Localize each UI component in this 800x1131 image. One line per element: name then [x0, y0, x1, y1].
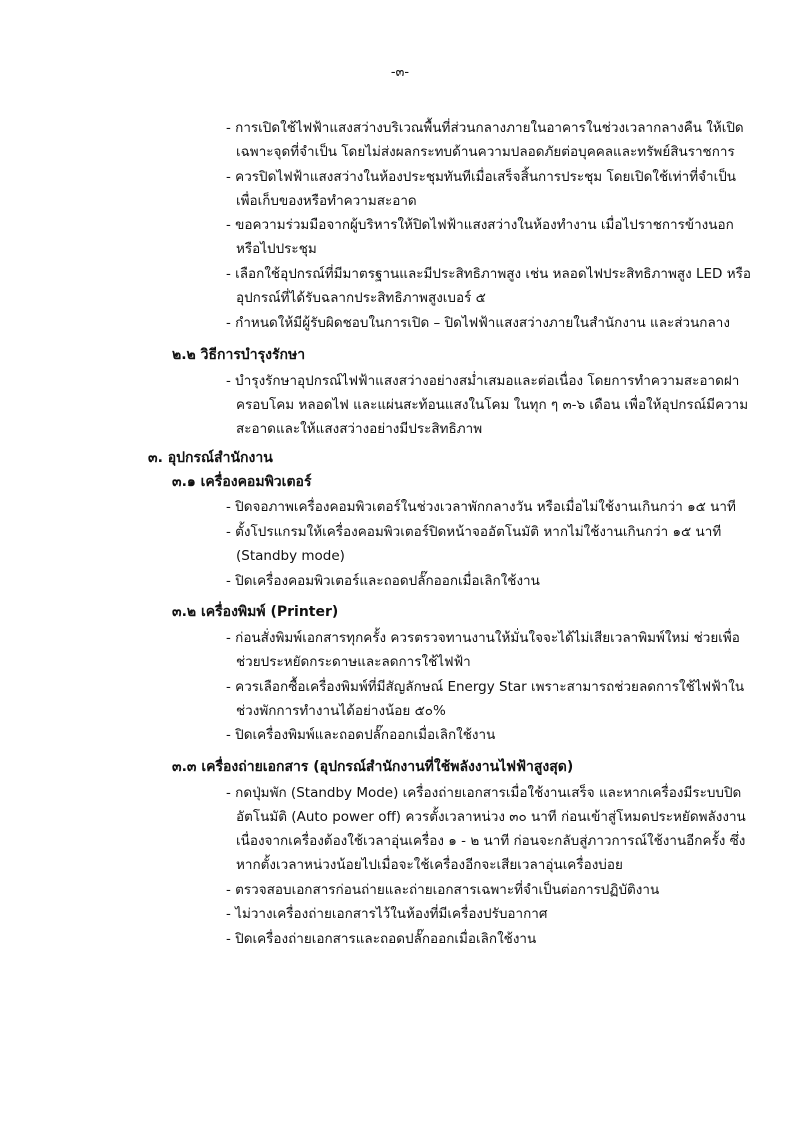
lighting-measure-item: - กำหนดให้มีผู้รับผิดชอบในการเปิด – ปิดไฟฟ้าแสงสว่างภายในสำนักงาน และส่วนกลาง: [226, 315, 730, 331]
printer-item: - ควรเลือกซื้อเครื่องพิมพ์ที่มีสัญลักษณ์ Energy Star เพราะสามารถช่วยลดการใช้ไฟฟ้าในช่วงพักการทำงานได้อย่างน้อย ๕๐%: [226, 679, 745, 719]
computer-item: - ตั้งโปรแกรมให้เครื่องคอมพิวเตอร์ปิดหน้าจออัตโนมัติ หากไม่ใช้งานเกินกว่า ๑๕ นาที (Standby mode): [226, 524, 722, 564]
lighting-measure-item: - ขอความร่วมมือจากผู้บริหารให้ปิดไฟฟ้าแสงสว่างในห้องทำงาน เมื่อไปราชการข้างนอกหรือไปประชุม: [226, 217, 734, 257]
copier-item: - ตรวจสอบเอกสารก่อนถ่ายและถ่ายเอกสารเฉพาะที่จำเป็นต่อการปฏิบัติงาน: [226, 882, 660, 898]
lighting-measure-item: - การเปิดใช้ไฟฟ้าแสงสว่างบริเวณพื้นที่ส่วนกลางภายในอาคารในช่วงเวลากลางคืน ให้เปิดเฉพาะจุดที่จำเป็น โดยไม่ส่งผลกระทบด้านความปลอดภัยต่อบุคคลและทรัพย์สินราชการ: [226, 120, 744, 160]
section-3-2-heading: ๓.๒ เครื่องพิมพ์ (Printer): [172, 604, 339, 620]
section-2-2-heading: ๒.๒ วิธีการบำรุงรักษา: [172, 347, 306, 363]
lighting-measure-item: - เลือกใช้อุปกรณ์ที่มีมาตรฐานและมีประสิทธิภาพสูง เช่น หลอดไฟประสิทธิภาพสูง LED หรืออุปกรณ์ที่ได้รับฉลากประสิทธิภาพสูงเบอร์ ๕: [226, 266, 751, 306]
maintenance-item: - บำรุงรักษาอุปกรณ์ไฟฟ้าแสงสว่างอย่างสม่ำเสมอและต่อเนื่อง โดยการทำความสะอาดฝาครอบโคม หลอดไฟ และแผ่นสะท้อนแสงในโคม ในทุก ๆ ๓-๖ เดือน เพื่อให้อุปกรณ์มีความสะอาดและให้แสงสว่างอย่างมีประสิทธิภาพ: [226, 373, 749, 437]
computer-item: - ปิดจอภาพเครื่องคอมพิวเตอร์ในช่วงเวลาพักกลางวัน หรือเมื่อไม่ใช้งานเกินกว่า ๑๕ นาที: [226, 499, 736, 515]
section-3-1-heading: ๓.๑ เครื่องคอมพิวเตอร์: [172, 474, 312, 490]
computer-item: - ปิดเครื่องคอมพิวเตอร์และถอดปลั๊กออกเมื่อเลิกใช้งาน: [226, 573, 540, 589]
page-number: -๓-: [390, 65, 410, 80]
lighting-measure-item: - ควรปิดไฟฟ้าแสงสว่างในห้องประชุมทันทีเมื่อเสร็จสิ้นการประชุม โดยเปิดใช้เท่าที่จำเป็นเพื่อเก็บของหรือทำความสะอาด: [226, 169, 737, 209]
printer-item: - ปิดเครื่องพิมพ์และถอดปลั๊กออกเมื่อเลิกใช้งาน: [226, 727, 496, 743]
copier-item: - ปิดเครื่องถ่ายเอกสารและถอดปลั๊กออกเมื่อเลิกใช้งาน: [226, 931, 537, 947]
printer-item: - ก่อนสั่งพิมพ์เอกสารทุกครั้ง ควรตรวจทานงานให้มั่นใจจะได้ไม่เสียเวลาพิมพ์ใหม่ ช่วยเพื่อช่วยประหยัดกระดาษและลดการใช้ไฟฟ้า: [226, 630, 740, 670]
copier-item: - ไม่วางเครื่องถ่ายเอกสารไว้ในห้องที่มีเครื่องปรับอากาศ: [226, 906, 548, 922]
section-3-3-heading: ๓.๓ เครื่องถ่ายเอกสาร (อุปกรณ์สำนักงานที่ใช้พลังงานไฟฟ้าสูงสุด): [172, 759, 574, 775]
copier-item: - กดปุ่มพัก (Standby Mode) เครื่องถ่ายเอกสารเมื่อใช้งานเสร็จ และหากเครื่องมีระบบปิดอัตโนมัติ (Auto power off) ควรตั้งเวลาหน่วง ๓๐ นาที ก่อนเข้าสู่โหมดประหยัดพลังงาน เนื่องจากเครื่องต้องใช้เวลาอุ่นเครื่อง ๑ - ๒ นาที ก่อนจะกลับสู่ภาวการณ์ใช้งานอีกครั้ง ซึ่งหากตั้งเวลาหน่วงน้อยไปเมื่อจะใช้เครื่องอีกจะเสียเวลาอุ่นเครื่องบ่อย: [226, 785, 746, 873]
section-3-heading: ๓. อุปกรณ์สำนักงาน: [148, 450, 273, 466]
